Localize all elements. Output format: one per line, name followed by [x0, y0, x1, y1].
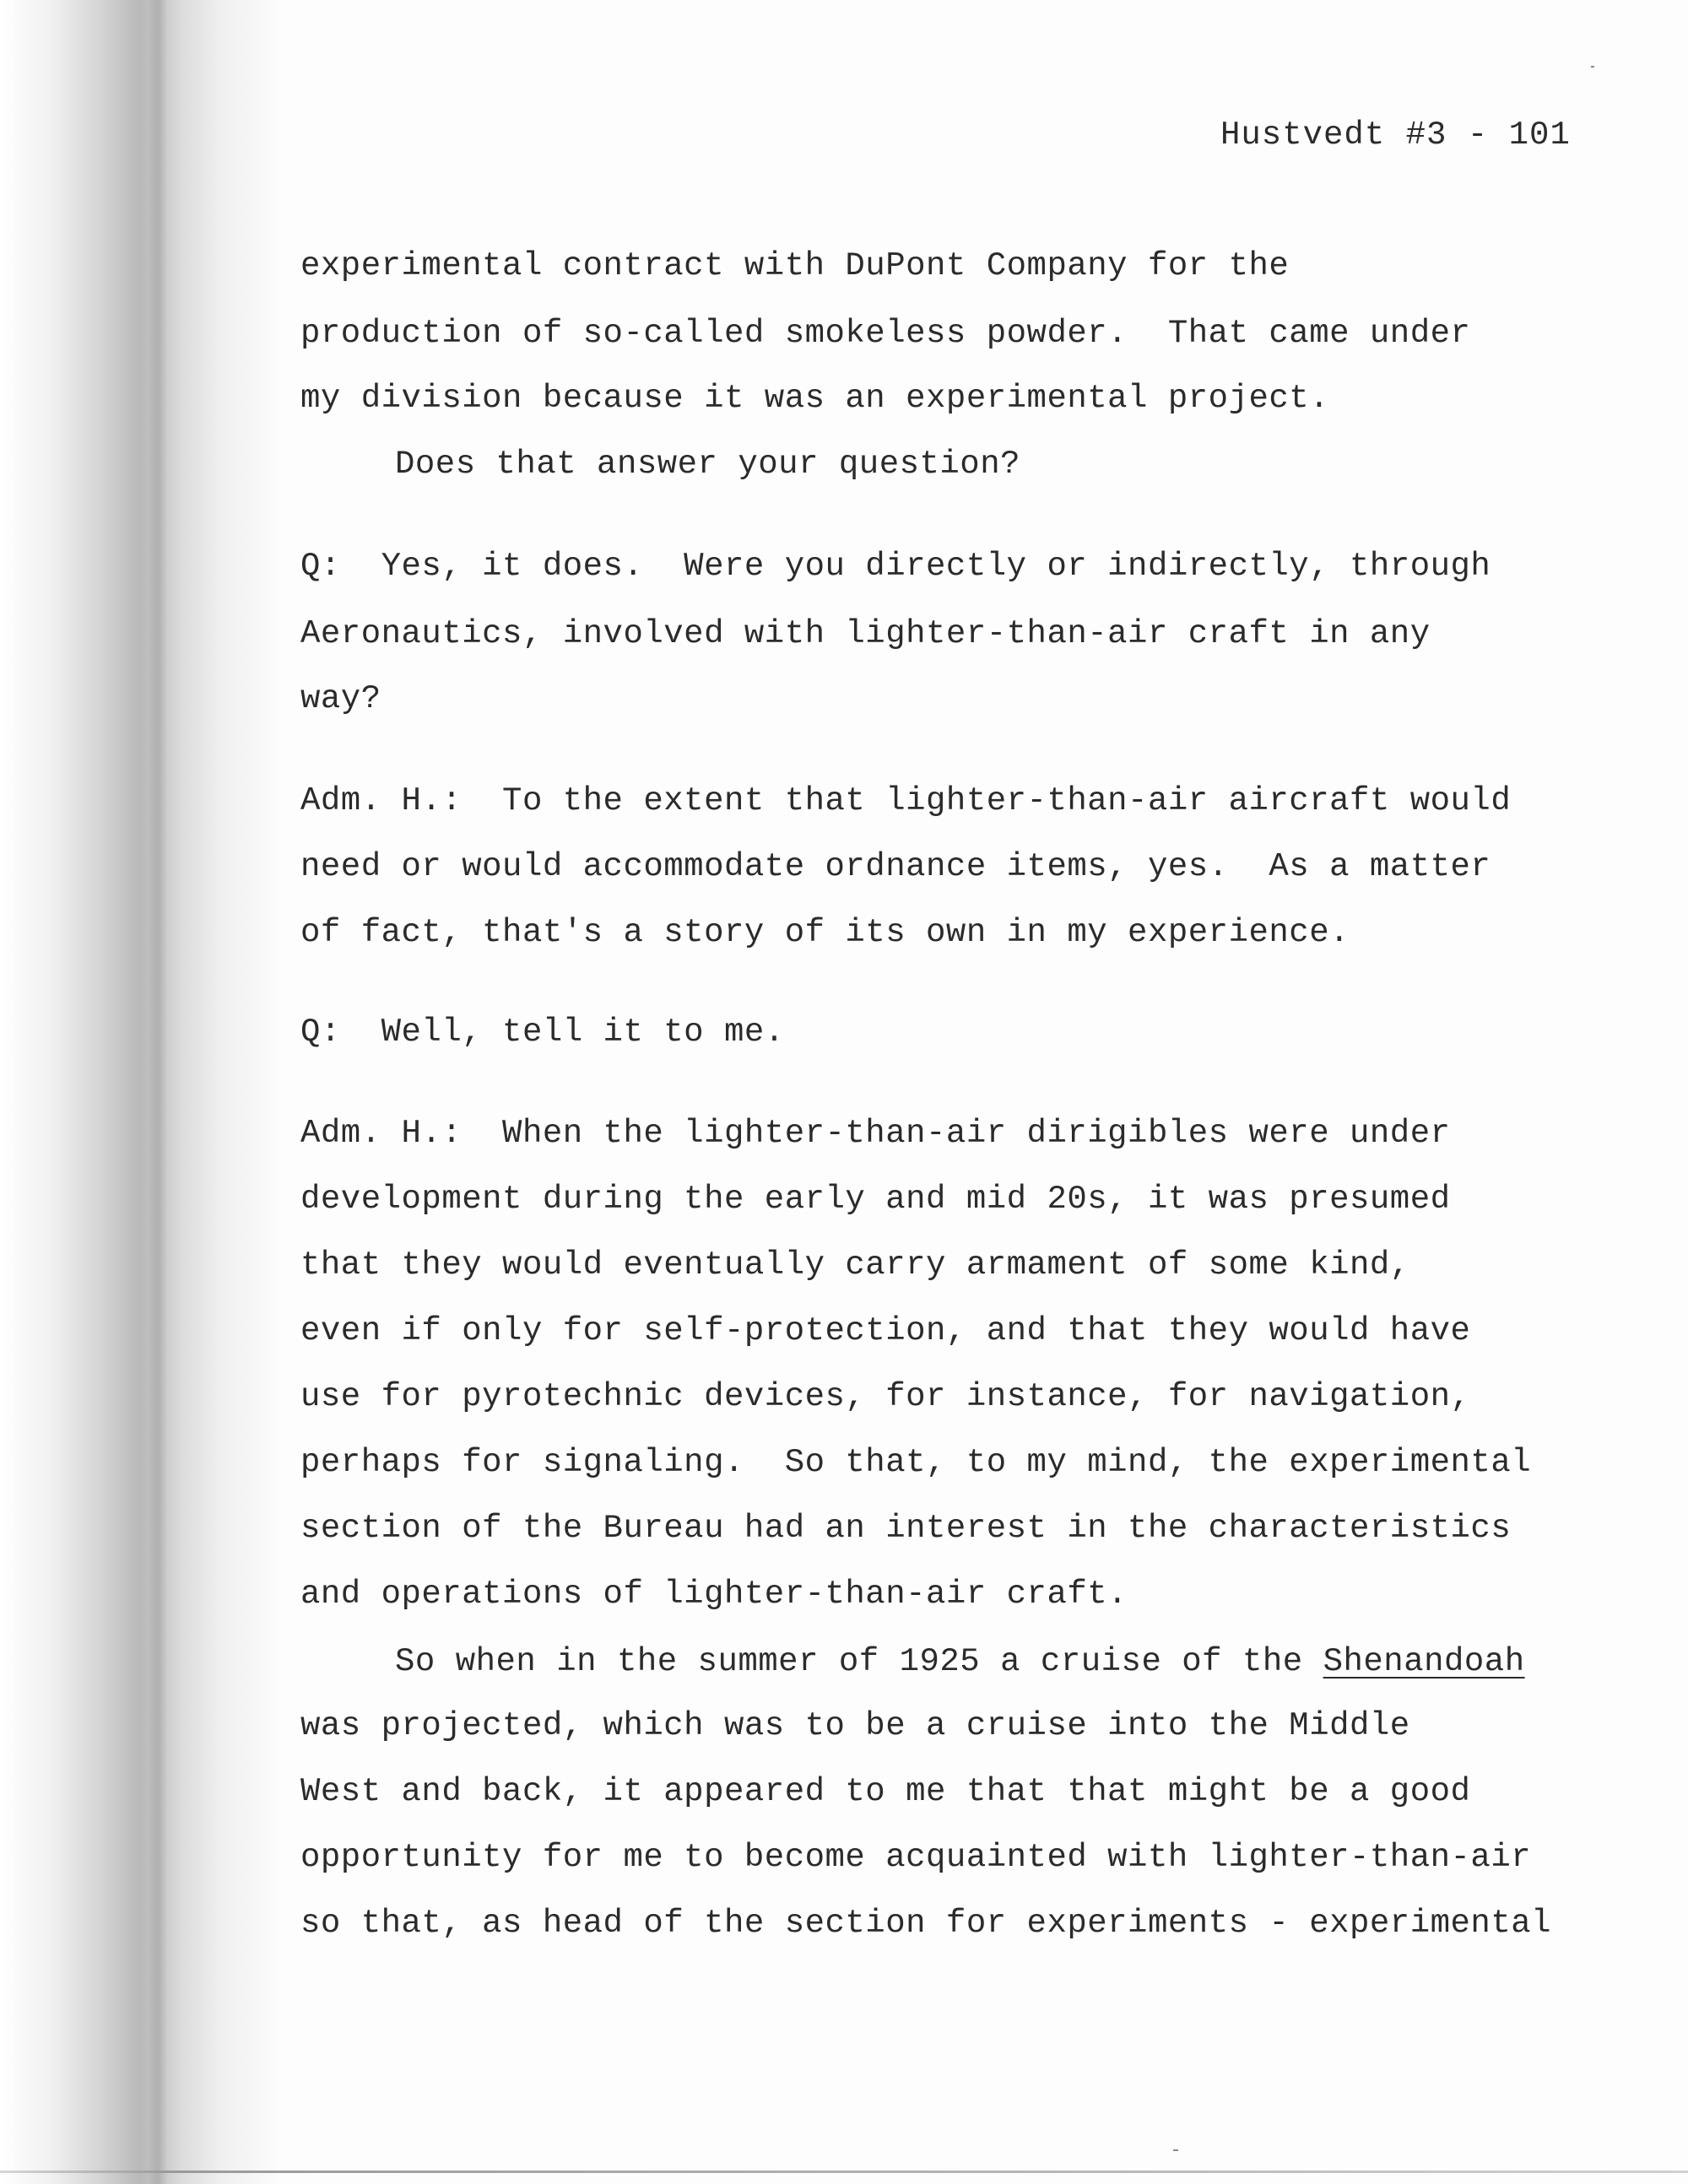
text-line: and operations of lighter-than-air craft.	[300, 1576, 1128, 1613]
page-header: Hustvedt #3 - 101	[1220, 116, 1571, 154]
text-line: section of the Bureau had an interest in the characteristics	[300, 1510, 1512, 1547]
text-line: Does that answer your question?	[395, 446, 1021, 483]
question-line: Q: Well, tell it to me.	[300, 1014, 785, 1051]
text-line: perhaps for signaling. So that, to my mind, the experimental	[300, 1444, 1532, 1481]
text-run: So when in the summer of 1925 a cruise of the	[395, 1643, 1323, 1680]
binding-crease	[148, 0, 168, 2184]
bottom-edge	[0, 2170, 1688, 2173]
text-line: development during the early and mid 20s, it was presumed	[300, 1181, 1451, 1218]
text-line: production of so-called smokeless powder. That came under	[300, 315, 1471, 352]
scan-speck	[1173, 2149, 1178, 2151]
answer-line: Adm. H.: When the lighter-than-air dirigibles were under	[300, 1115, 1451, 1152]
text-line: experimental contract with DuPont Company for the	[300, 247, 1290, 284]
text-line: so that, as head of the section for experiments - experimental	[300, 1905, 1552, 1942]
scan-speck	[1591, 66, 1594, 68]
question-line: Q: Yes, it does. Were you directly or indirectly, through	[300, 548, 1491, 585]
text-line: West and back, it appeared to me that that might be a good	[300, 1773, 1471, 1810]
text-line: even if only for self-protection, and that they would have	[300, 1312, 1471, 1349]
answer-line: Adm. H.: To the extent that lighter-than-air aircraft would	[300, 782, 1512, 819]
text-line	[395, 1643, 1525, 1680]
text-line: Aeronautics, involved with lighter-than-air craft in any	[300, 615, 1431, 652]
binding-shadow	[0, 0, 279, 2184]
text-line: that they would eventually carry armament of some kind,	[300, 1246, 1410, 1284]
text-line: need or would accommodate ordnance items, yes. As a matter	[300, 848, 1491, 885]
text-line: use for pyrotechnic devices, for instance, for navigation,	[300, 1378, 1471, 1415]
text-line: opportunity for me to become acquainted with lighter-than-air	[300, 1839, 1532, 1876]
text-line: way?	[300, 680, 381, 717]
text-line: my division because it was an experimental project.	[300, 380, 1330, 417]
text-line: was projected, which was to be a cruise into the Middle	[300, 1707, 1410, 1744]
ship-name: Shenandoah	[1323, 1643, 1525, 1680]
text-line: of fact, that's a story of its own in my experience.	[300, 914, 1350, 951]
